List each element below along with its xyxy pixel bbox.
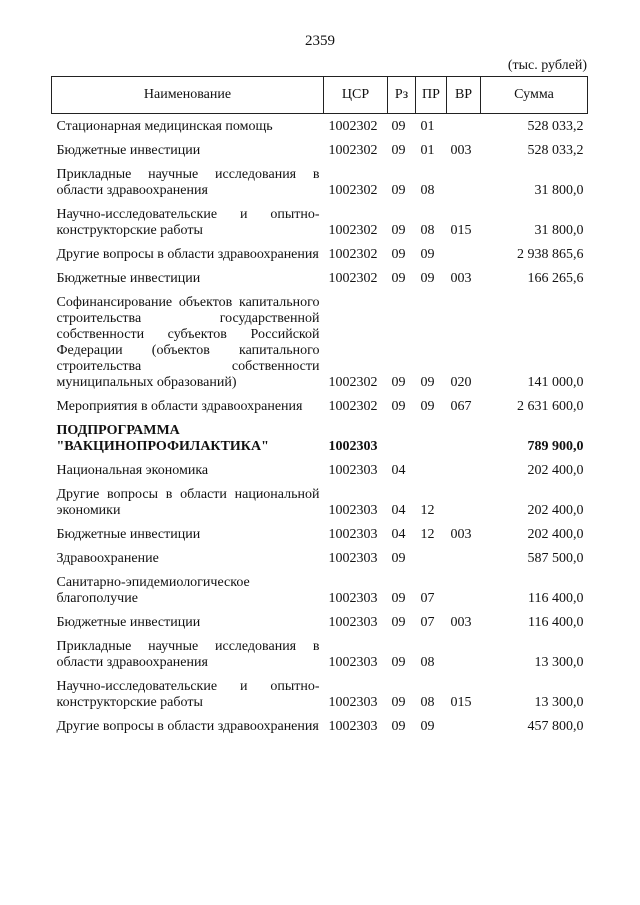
table-row (52, 631, 588, 671)
cell-name: Санитарно-эпидемиологическое благополучие (56, 575, 250, 606)
cell-vr: 015 (450, 695, 472, 710)
cell-csr: 1002302 (328, 271, 378, 286)
table-row (52, 114, 588, 136)
cell-pr: 08 (420, 655, 435, 670)
cell-pr: 12 (420, 503, 435, 518)
cell-sum: 789 900,0 (527, 439, 584, 454)
cell-csr: 1002302 (328, 223, 378, 238)
cell-csr: 1002302 (328, 247, 378, 262)
page-number: 2359 (305, 33, 335, 49)
cell-vr (447, 711, 481, 735)
cell-rz: 09 (391, 183, 406, 198)
cell-name: Бюджетные инвестиции (56, 615, 201, 630)
cell-rz: 09 (391, 399, 406, 414)
cell-sum: 31 800,0 (534, 223, 584, 238)
cell-vr: 015 (450, 223, 472, 238)
cell-name: Бюджетные инвестиции (56, 271, 201, 286)
cell-name: Софинансирование объектов капитального строительства государственной собственности субъектов Российской Федерации (объектов капитального строительства собственности муниципальных образований) (56, 295, 320, 390)
cell-name: Прикладные научные исследования в области здравоохранения (56, 167, 320, 198)
cell-vr (447, 567, 481, 607)
cell-sum: 116 400,0 (528, 615, 584, 630)
table-row (52, 199, 588, 239)
cell-vr (447, 159, 481, 199)
cell-name: Другие вопросы в области национальной экономики (56, 487, 320, 518)
table-row (52, 671, 588, 711)
cell-name: Прикладные научные исследования в области здравоохранения (56, 639, 320, 670)
cell-csr: 1002303 (328, 615, 378, 630)
cell-csr: 1002303 (328, 503, 378, 518)
cell-pr (416, 543, 447, 567)
cell-vr (447, 455, 481, 479)
cell-sum: 2 938 865,6 (517, 247, 584, 262)
cell-sum: 528 033,2 (527, 143, 584, 158)
cell-rz: 09 (391, 375, 406, 390)
cell-vr (447, 479, 481, 519)
table-row (52, 479, 588, 519)
cell-pr: 09 (420, 247, 435, 262)
cell-sum: 31 800,0 (534, 183, 584, 198)
cell-sum: 202 400,0 (527, 463, 584, 478)
table-row (52, 239, 588, 263)
cell-vr: 020 (450, 375, 472, 390)
table-row (52, 567, 588, 607)
table-row (52, 391, 588, 415)
cell-rz: 09 (391, 551, 406, 566)
cell-rz: 09 (391, 615, 406, 630)
table-row (52, 711, 588, 735)
table-row (52, 543, 588, 567)
cell-name: ПОДПРОГРАММА "ВАКЦИНОПРОФИЛАКТИКА" (56, 423, 269, 454)
cell-sum: 202 400,0 (527, 527, 584, 542)
cell-vr (447, 239, 481, 263)
cell-rz: 04 (391, 463, 406, 478)
cell-vr (447, 415, 481, 455)
cell-sum: 13 300,0 (534, 695, 584, 710)
column-header-sum: Сумма (481, 77, 588, 114)
cell-pr: 07 (420, 615, 435, 630)
cell-sum: 141 000,0 (527, 375, 584, 390)
table-row (52, 263, 588, 287)
cell-vr: 067 (450, 399, 472, 414)
table-row (52, 519, 588, 543)
column-header-rz: Рз (388, 77, 416, 114)
cell-rz: 09 (391, 591, 406, 606)
cell-csr: 1002302 (328, 375, 378, 390)
column-header-csr: ЦСР (324, 77, 388, 114)
cell-pr: 09 (420, 719, 435, 734)
cell-pr: 09 (420, 271, 435, 286)
cell-sum: 13 300,0 (534, 655, 584, 670)
cell-rz: 04 (391, 527, 406, 542)
cell-csr: 1002303 (328, 655, 378, 670)
cell-csr: 1002303 (328, 439, 378, 454)
cell-rz: 09 (391, 695, 406, 710)
cell-rz: 09 (391, 655, 406, 670)
table-row (52, 135, 588, 159)
cell-vr (447, 631, 481, 671)
cell-name: Стационарная медицинская помощь (56, 119, 273, 134)
cell-sum: 457 800,0 (527, 719, 584, 734)
cell-pr: 01 (420, 119, 435, 134)
cell-csr: 1002303 (328, 551, 378, 566)
cell-vr (447, 543, 481, 567)
cell-name: Бюджетные инвестиции (56, 143, 201, 158)
table-row (52, 159, 588, 199)
cell-pr: 08 (420, 183, 435, 198)
cell-sum: 116 400,0 (528, 591, 584, 606)
table-header (52, 77, 588, 114)
table-body (52, 114, 588, 736)
cell-name: Бюджетные инвестиции (56, 527, 201, 542)
cell-rz: 09 (391, 223, 406, 238)
cell-pr: 09 (420, 399, 435, 414)
budget-table-container (51, 76, 587, 735)
cell-name: Национальная экономика (56, 463, 209, 478)
cell-name: Здравоохранение (56, 551, 159, 566)
cell-name: Другие вопросы в области здравоохранения (56, 719, 319, 734)
cell-csr: 1002302 (328, 143, 378, 158)
cell-pr: 08 (420, 695, 435, 710)
cell-pr: 08 (420, 223, 435, 238)
cell-csr: 1002302 (328, 119, 378, 134)
cell-csr: 1002303 (328, 695, 378, 710)
cell-csr: 1002303 (328, 719, 378, 734)
cell-sum: 166 265,6 (527, 271, 584, 286)
budget-table (51, 76, 588, 735)
cell-vr (447, 114, 481, 136)
cell-pr: 09 (420, 375, 435, 390)
cell-csr: 1002302 (328, 399, 378, 414)
table-row (52, 287, 588, 391)
cell-rz: 09 (391, 119, 406, 134)
column-header-name: Наименование (52, 77, 324, 114)
cell-sum: 587 500,0 (527, 551, 584, 566)
cell-pr: 07 (420, 591, 435, 606)
cell-sum: 2 631 600,0 (517, 399, 584, 414)
cell-vr: 003 (450, 527, 472, 542)
cell-sum: 202 400,0 (527, 503, 584, 518)
cell-vr: 003 (450, 271, 472, 286)
cell-rz: 09 (391, 271, 406, 286)
cell-name: Научно-исследовательские и опытно-конструкторские работы (56, 679, 320, 710)
table-row (52, 455, 588, 479)
cell-pr: 01 (420, 143, 435, 158)
column-header-pr: ПР (416, 77, 447, 114)
cell-name: Мероприятия в области здравоохранения (56, 399, 303, 414)
cell-rz: 09 (391, 719, 406, 734)
cell-pr (416, 455, 447, 479)
cell-name: Научно-исследовательские и опытно-конструкторские работы (56, 207, 320, 238)
column-header-vr: ВР (447, 77, 481, 114)
cell-name: Другие вопросы в области здравоохранения (56, 247, 319, 262)
units-note: (тыс. рублей) (507, 58, 587, 73)
cell-rz (388, 415, 416, 455)
table-row (52, 607, 588, 631)
cell-csr: 1002303 (328, 527, 378, 542)
cell-csr: 1002303 (328, 463, 378, 478)
cell-rz: 09 (391, 247, 406, 262)
cell-vr: 003 (450, 143, 472, 158)
table-row (52, 415, 588, 455)
cell-rz: 09 (391, 143, 406, 158)
cell-rz: 04 (391, 503, 406, 518)
cell-csr: 1002303 (328, 591, 378, 606)
cell-vr: 003 (450, 615, 472, 630)
cell-csr: 1002302 (328, 183, 378, 198)
cell-sum: 528 033,2 (527, 119, 584, 134)
cell-pr (416, 415, 447, 455)
cell-pr: 12 (420, 527, 435, 542)
